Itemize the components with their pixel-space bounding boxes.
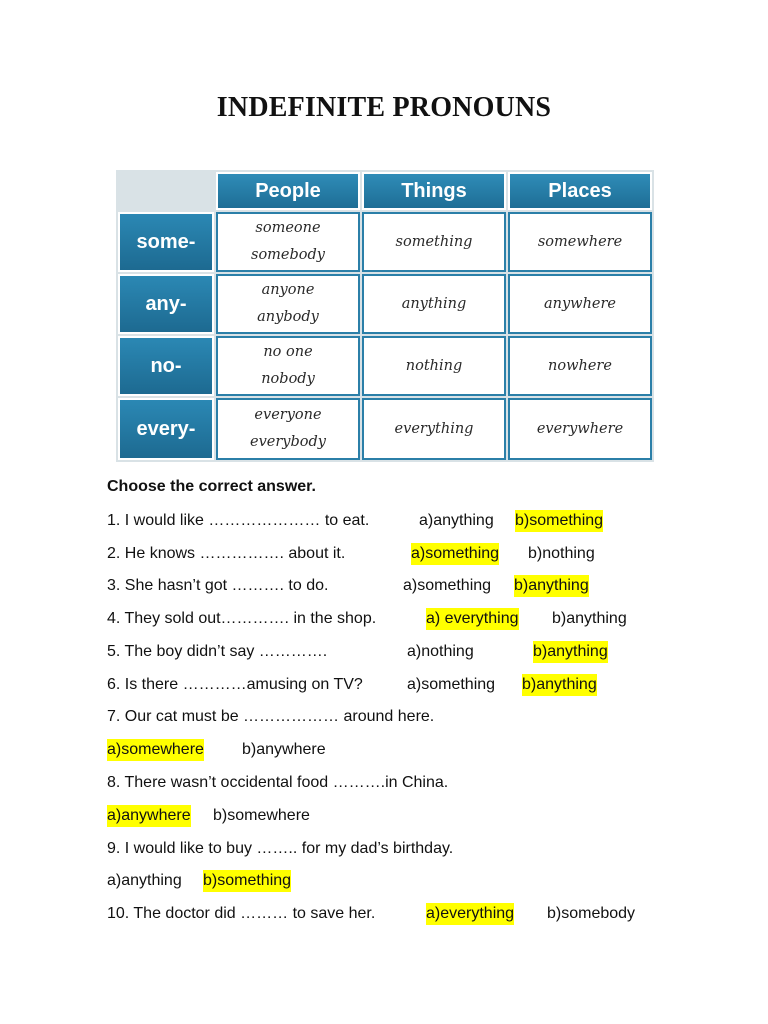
row-header-any: any- xyxy=(118,274,214,334)
column-header-things: Things xyxy=(362,172,506,210)
cell-things-no: nothing xyxy=(362,336,506,396)
answer-1b: b)something xyxy=(515,510,603,532)
answer-2b: b)nothing xyxy=(528,545,595,562)
question-10: 10. The doctor did ……… to save her. xyxy=(107,905,376,922)
question-2: 2. He knows ……………. about it. xyxy=(107,545,346,562)
question-3: 3. She hasn’t got ………. to do. xyxy=(107,577,329,594)
pronoun-no-one: no one xyxy=(263,344,313,360)
cell-places-no: nowhere xyxy=(508,336,652,396)
question-9: 9. I would like to buy …….. for my dad’s birthday. xyxy=(107,840,454,857)
cell-people-every xyxy=(216,398,360,460)
row-header-some: some- xyxy=(118,212,214,272)
exercise-instruction: Choose the correct answer. xyxy=(107,478,316,495)
answer-8a: a)anywhere xyxy=(107,805,191,827)
pronoun-everybody: everybody xyxy=(250,434,326,450)
question-8: 8. There wasn’t occidental food ……….in China. xyxy=(107,774,449,791)
page-title: INDEFINITE PRONOUNS xyxy=(216,92,552,123)
cell-places-every: everywhere xyxy=(508,398,652,460)
cell-people-no xyxy=(216,336,360,396)
answer-6a: a)something xyxy=(407,676,496,693)
answer-4b: b)anything xyxy=(552,610,627,627)
answer-9a: a)anything xyxy=(107,872,182,889)
answer-3b: b)anything xyxy=(514,575,589,597)
cell-things-every: everything xyxy=(362,398,506,460)
answer-4a: a) everything xyxy=(426,608,519,630)
row-header-every: every- xyxy=(118,398,214,460)
question-1: 1. I would like ………………… to eat. xyxy=(107,512,370,529)
question-4: 4. They sold out…………. in the shop. xyxy=(107,610,377,627)
answer-7a: a)somewhere xyxy=(107,739,204,761)
cell-things-any: anything xyxy=(362,274,506,334)
answer-6b: b)anything xyxy=(522,674,597,696)
answer-7b: b)anywhere xyxy=(242,741,326,758)
column-header-places: Places xyxy=(508,172,652,210)
answer-5b: b)anything xyxy=(533,641,608,663)
cell-places-any: anywhere xyxy=(508,274,652,334)
answer-3a: a)something xyxy=(403,577,492,594)
pronoun-everyone: everyone xyxy=(254,407,322,423)
pronoun-anyone: anyone xyxy=(261,282,315,298)
cell-things-some: something xyxy=(362,212,506,272)
question-7: 7. Our cat must be ……………… around here. xyxy=(107,708,435,725)
answer-8b: b)somewhere xyxy=(213,807,310,824)
answer-5a: a)nothing xyxy=(407,643,474,660)
answer-10b: b)somebody xyxy=(547,905,636,922)
column-header-people: People xyxy=(216,172,360,210)
cell-people-any xyxy=(216,274,360,334)
cell-people-some xyxy=(216,212,360,272)
pronoun-table xyxy=(116,170,654,462)
cell-places-some: somewhere xyxy=(508,212,652,272)
pronoun-someone: someone xyxy=(255,220,321,236)
answer-2a: a)something xyxy=(411,543,499,565)
pronoun-anybody: anybody xyxy=(257,309,319,325)
answer-9b: b)something xyxy=(203,870,291,892)
pronoun-somebody: somebody xyxy=(251,247,325,263)
row-header-no: no- xyxy=(118,336,214,396)
answer-10a: a)everything xyxy=(426,903,514,925)
question-5: 5. The boy didn’t say …………. xyxy=(107,643,328,660)
pronoun-nobody: nobody xyxy=(261,371,315,387)
answer-1a: a)anything xyxy=(419,512,494,529)
question-6: 6. Is there …………amusing on TV? xyxy=(107,676,363,693)
